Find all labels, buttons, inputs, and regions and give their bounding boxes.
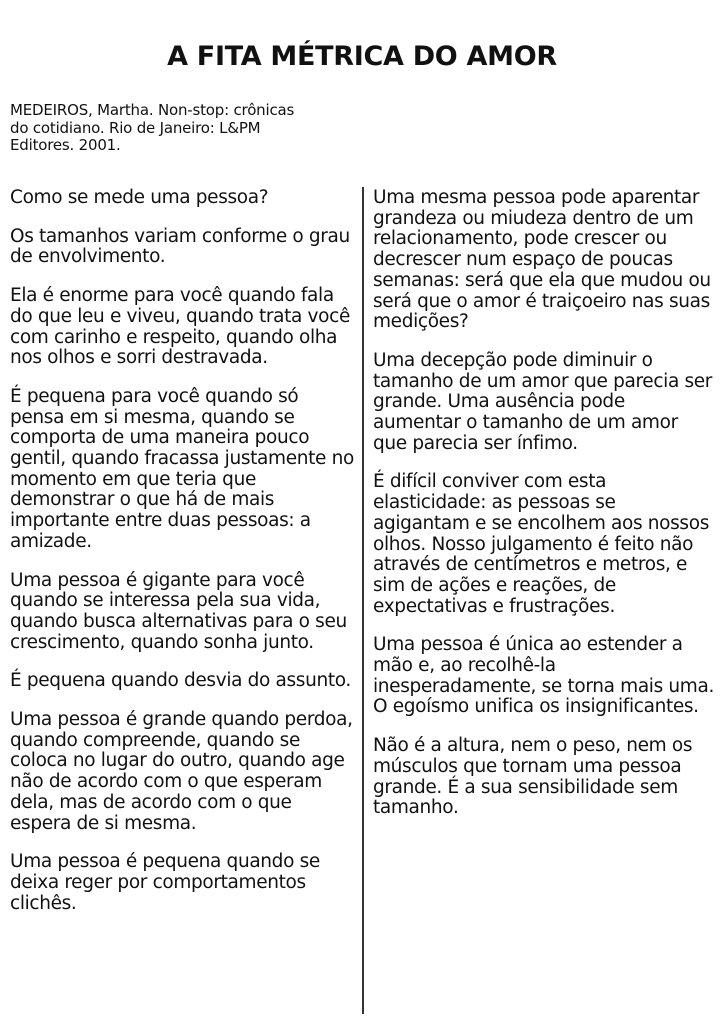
citation: MEDEIROS, Martha. Non-stop: crônicas do cotidiano. Rio de Janeiro: L&PM Editores. 2001. — [10, 101, 295, 154]
paragraph: Não é a altura, nem o peso, nem os músculos que tornam uma pessoa grande. É a sua sensibilidade sem tamanho. — [373, 735, 693, 819]
paragraph: Uma mesma pessoa pode aparentar grandeza ou miudeza dentro de um relacionamento, pode crescer ou decrescer num espaço de poucas semanas: será que ela que mudou ou será que o amor é traiçoeiro nas suas medições? — [373, 187, 711, 333]
paragraph: Uma pessoa é pequena quando se deixa reger por comportamentos clichês. — [10, 851, 320, 914]
paragraph: Uma pessoa é gigante para você quando se interessa pela sua vida, quando busca alternativas para o seu crescimento, quando sonha junto. — [10, 569, 347, 653]
right-column — [373, 188, 714, 837]
paragraph: É pequena quando desvia do assunto. — [10, 670, 351, 692]
left-column — [10, 188, 354, 932]
column-divider — [362, 187, 364, 1014]
paragraph: É difícil conviver com esta elasticidade: as pessoas se agigantam e se encolhem aos nossos olhos. Nosso julgamento é feito não através de centímetros e metros, e sim de ações e reações, de expectativas e frustrações. — [373, 471, 709, 617]
paragraph: Uma pessoa é grande quando perdoa, quando compreende, quando se coloca no lugar do outro, quando age não de acordo com o que esperam dela, mas de acordo com o que espera de si mesma. — [10, 709, 353, 834]
paragraph: Os tamanhos variam conforme o grau de envolvimento. — [10, 225, 350, 268]
paragraph: Uma pessoa é única ao estender a mão e, ao recolhê-la inesperadamente, se torna mais uma. O egoísmo unifica os insignificantes. — [373, 634, 714, 718]
paragraph: Uma decepção pode diminuir o tamanho de um amor que parecia ser grande. Uma ausência pode aumentar o tamanho de um amor que parecia ser ínfimo. — [373, 349, 713, 454]
paragraph: É pequena para você quando só pensa em si mesma, quando se comporta de uma maneira pouco gentil, quando fracassa justamente no momento em que teria que demonstrar o que há de mais importante entre duas pessoas: a amizade. — [10, 385, 354, 552]
paragraph: Como se mede uma pessoa? — [10, 187, 269, 208]
paragraph: Ela é enorme para você quando fala do que leu e viveu, quando trata você com carinho e respeito, quando olha nos olhos e sorri destravada. — [10, 285, 350, 369]
page-title: A FITA MÉTRICA DO AMOR — [167, 41, 557, 72]
